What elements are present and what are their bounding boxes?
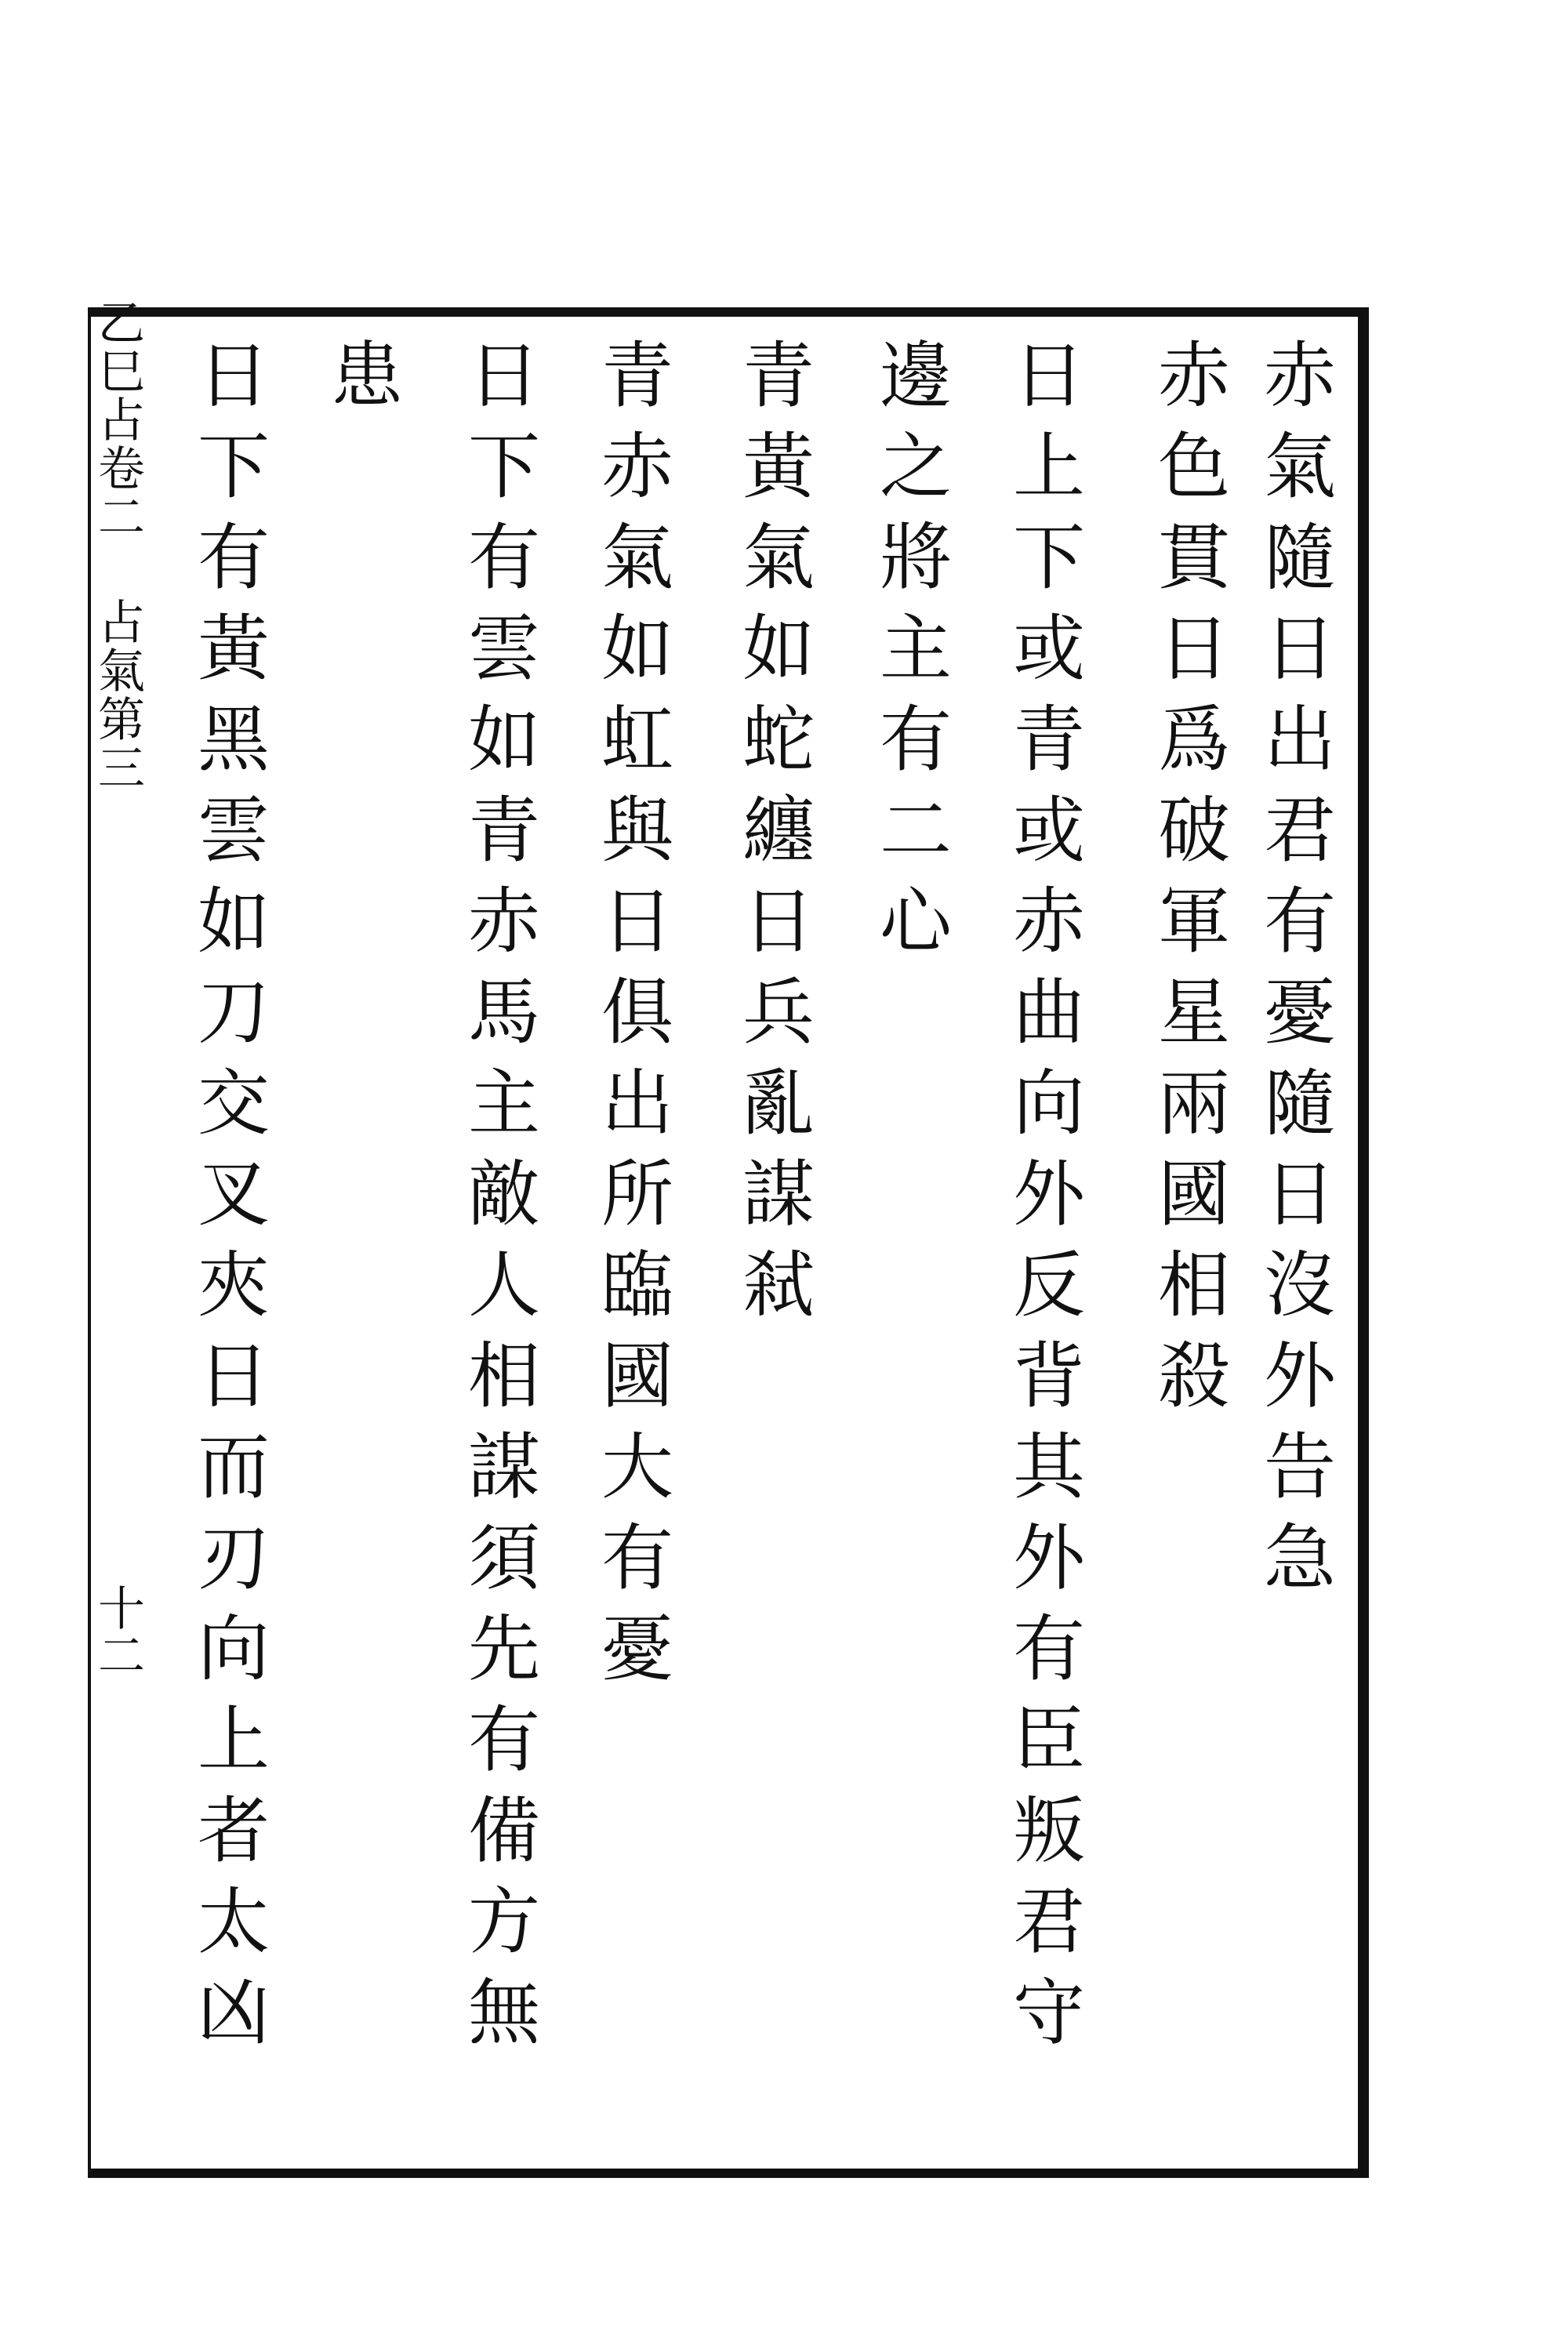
text-column-5: 青黃氣如蛇纏日兵亂謀弒 <box>731 337 815 1338</box>
text-column-6: 青赤氣如虹與日俱出所臨國大有憂 <box>590 337 673 1701</box>
text-column-4: 邊之將主有二心 <box>868 337 952 974</box>
text-column-1: 赤氣隨日出君有憂隨日沒外告急 <box>1252 337 1336 1610</box>
text-column-7: 日下有雲如青赤馬主敵人相謀須先有備方無 <box>456 337 540 2065</box>
book-title: 乙巳占卷二 占氣第三 <box>90 298 145 792</box>
text-column-3: 日上下或青或赤曲向外反背其外有臣叛君守 <box>1001 337 1085 2065</box>
text-column-9: 日下有黃黑雲如刀交叉夾日而刃向上者太凶 <box>186 337 270 2065</box>
text-column-8: 患 <box>319 337 403 428</box>
page-number: 十二 <box>90 1584 145 1678</box>
text-column-2: 赤色貫日爲破軍星兩國相殺 <box>1146 337 1230 1428</box>
